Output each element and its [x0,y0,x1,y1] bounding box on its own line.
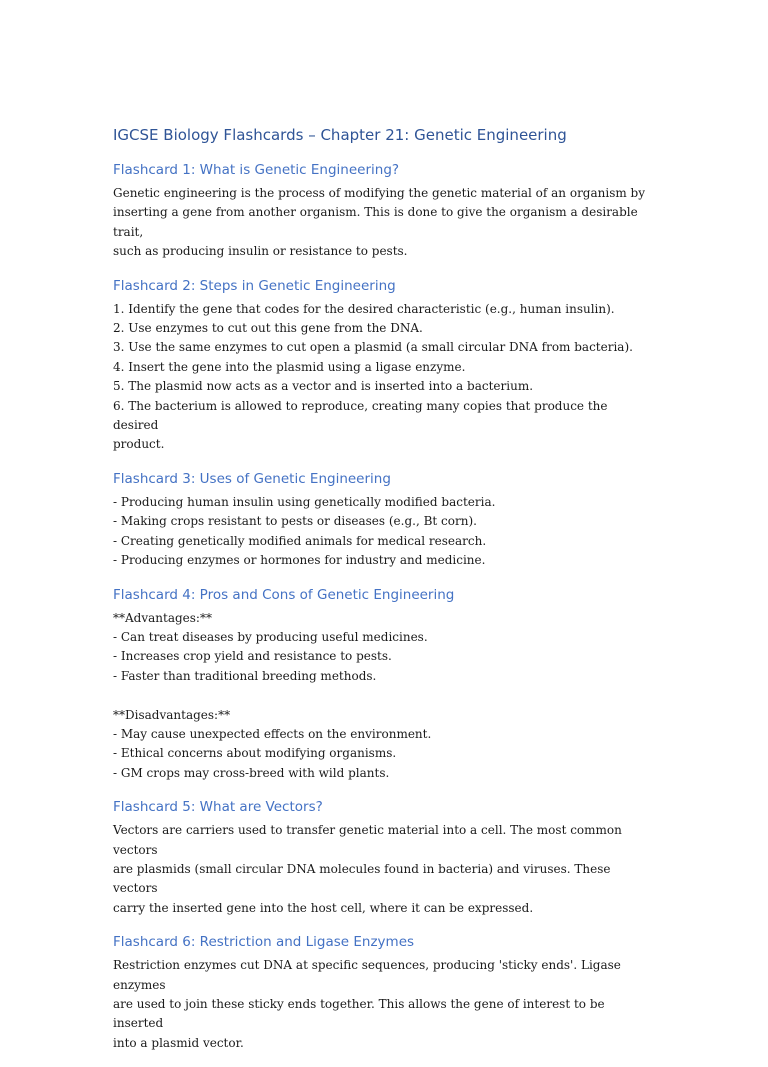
body-line: are plasmids (small circular DNA molecules found in bacteria) and viruses. These vectors [113,861,611,896]
flashcard-heading: Flashcard 5: What are Vectors? [113,799,323,816]
list-item: - Creating genetically modified animals for medical research. [113,533,487,548]
flashcard-body [113,184,653,262]
list-item: - Can treat diseases by producing useful medicines. [113,629,428,644]
blank-line [113,686,653,705]
flashcard-2 [113,276,653,455]
flashcard-4 [113,585,653,784]
list-item: - Faster than traditional breeding methods. [113,668,377,683]
flashcard-heading: Flashcard 3: Uses of Genetic Engineering [113,470,391,487]
flashcard-body [113,956,653,1053]
body-line: Restriction enzymes cut DNA at specific sequences, producing 'sticky ends'. Ligase enzymes [113,958,621,992]
list-item: - GM crops may cross-breed with wild plants. [113,765,390,780]
list-item: - Ethical concerns about modifying organisms. [113,746,397,761]
flashcard-body [113,493,653,571]
document-page [113,124,653,1067]
flashcard-body [113,609,653,784]
flashcard-5 [113,797,653,918]
flashcard-heading: Flashcard 2: Steps in Genetic Engineering [113,277,396,294]
body-line: Genetic engineering is the process of modifying the genetic material of an organism by [113,186,646,200]
flashcard-6 [113,932,653,1053]
body-line: inserting a gene from another organism. This is done to give the organism a desirable trait, [113,205,638,239]
advantages-label: **Advantages:** [113,610,212,625]
flashcard-heading: Flashcard 4: Pros and Cons of Genetic Engineering [113,586,455,603]
disadvantages-label: **Disadvantages:** [113,707,231,722]
body-line: such as producing insulin or resistance to pests. [113,244,408,259]
flashcard-heading: Flashcard 6: Restriction and Ligase Enzymes [113,934,415,951]
step-line: 1. Identify the gene that codes for the desired characteristic (e.g., human insulin). [113,301,615,316]
step-line: 2. Use enzymes to cut out this gene from the DNA. [113,321,423,336]
flashcard-body [113,821,653,918]
list-item: - Making crops resistant to pests or diseases (e.g., Bt corn). [113,514,477,529]
flashcard-1 [113,160,653,262]
step-line: 5. The plasmid now acts as a vector and is inserted into a bacterium. [113,379,534,394]
body-line: carry the inserted gene into the host cell, where it can be expressed. [113,900,534,915]
flashcard-body [113,300,653,455]
step-line: 4. Insert the gene into the plasmid using a ligase enzyme. [113,359,466,374]
body-line: are used to join these sticky ends together. This allows the gene of interest to be inserted [113,996,605,1031]
list-item: - May cause unexpected effects on the environment. [113,726,432,741]
list-item: - Producing enzymes or hormones for industry and medicine. [113,553,486,568]
document-title: IGCSE Biology Flashcards – Chapter 21: Genetic Engineering [113,126,567,144]
flashcard-heading: Flashcard 1: What is Genetic Engineering? [113,162,400,178]
step-line: 6. The bacterium is allowed to reproduce, creating many copies that produce the desired [113,398,608,433]
list-item: - Increases crop yield and resistance to pests. [113,649,392,664]
flashcard-3 [113,469,653,571]
body-line: into a plasmid vector. [113,1035,244,1050]
step-line: 3. Use the same enzymes to cut open a plasmid (a small circular DNA from bacteria). [113,340,633,355]
list-item: - Producing human insulin using genetically modified bacteria. [113,494,496,509]
body-line: Vectors are carriers used to transfer genetic material into a cell. The most common vectors [113,823,622,857]
step-line: product. [113,437,165,452]
